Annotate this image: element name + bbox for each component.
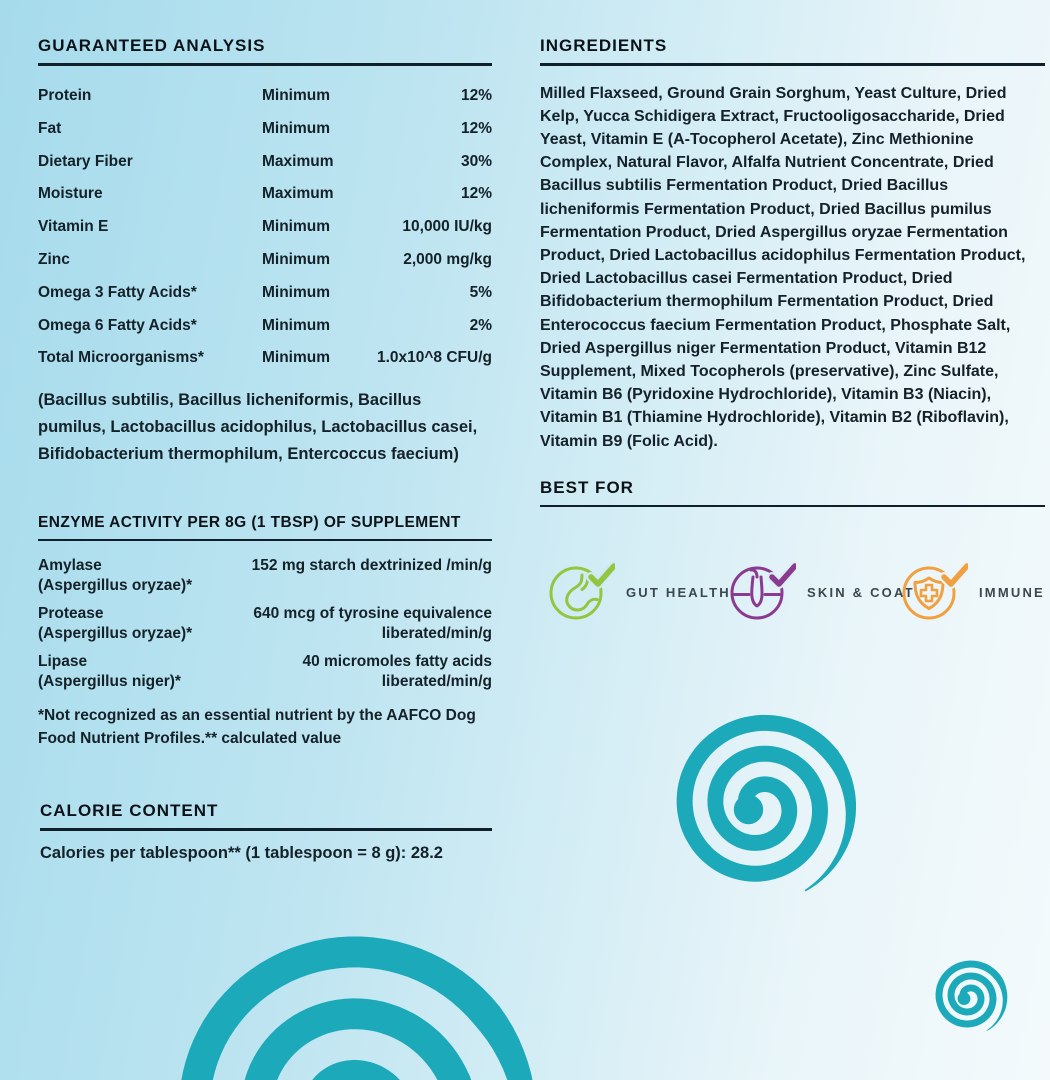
nutrient-basis: Minimum (262, 349, 331, 367)
shield-cross-icon (902, 560, 968, 624)
aafco-footnote: *Not recognized as an essential nutrient by the AAFCO Dog Food Nutrient Profiles.** calculated value (38, 707, 476, 747)
table-row (38, 80, 492, 113)
nutrient-value: 2% (469, 316, 492, 334)
table-row (38, 112, 492, 145)
enzyme-source: (Aspergillus niger)* (38, 672, 181, 690)
nutrient-value: 1.0x10^8 CFU/g (376, 349, 492, 367)
nutrient-name: Omega 6 Fatty Acids* (38, 316, 197, 334)
enzyme-value: 152 mg starch dextrinized /min/g (251, 557, 492, 575)
enzyme-activity-title: ENZYME ACTIVITY PER 8G (1 TBSP) OF SUPPLEMENT (38, 513, 461, 531)
badge-label: IMMUNE (979, 584, 1045, 600)
enzyme-value: 40 micromoles fatty acids liberated/min/g (302, 653, 492, 690)
calorie-content-title: CALORIE CONTENT (40, 801, 219, 821)
calorie-content-text: Calories per tablespoon** (1 tablespoon = 8 g): 28.2 (40, 843, 443, 862)
table-row (38, 276, 492, 309)
nutrient-name: Total Microorganisms* (38, 349, 204, 367)
table-row (38, 652, 492, 691)
guaranteed-analysis-section (38, 36, 492, 468)
ingredients-title: INGREDIENTS (540, 36, 668, 55)
enzyme-name (38, 652, 243, 691)
nutrient-basis: Minimum (262, 283, 331, 301)
nutrient-basis: Minimum (262, 119, 331, 137)
nutrient-name: Omega 3 Fatty Acids* (38, 283, 197, 301)
nutrient-name: Dietary Fiber (38, 152, 133, 170)
hair-follicle-icon (730, 560, 796, 624)
nutrient-name: Protein (38, 86, 92, 104)
nutrient-value: 10,000 IU/kg (402, 218, 492, 236)
best-for-section (540, 478, 1045, 508)
nutrient-name: Vitamin E (38, 218, 109, 236)
nutrient-value: 5% (469, 283, 492, 301)
table-row (38, 309, 492, 342)
table-row (38, 556, 492, 595)
nutrient-basis: Minimum (262, 86, 331, 104)
enzyme-source: (Aspergillus oryzae)* (38, 576, 193, 594)
spiral-decoration (135, 908, 555, 1080)
enzyme-source: (Aspergillus oryzae)* (38, 624, 193, 642)
title-rule (540, 63, 1045, 66)
enzyme-activity-rows (38, 556, 492, 691)
badge-label: GUT HEALTH (626, 584, 731, 600)
title-rule (38, 539, 492, 542)
table-row (38, 604, 492, 643)
spiral-decoration (652, 698, 868, 914)
badge-label: SKIN & COAT (807, 584, 915, 600)
nutrient-value: 30% (460, 152, 492, 170)
title-rule (540, 505, 1045, 508)
calorie-content-section (38, 801, 492, 863)
right-column (540, 36, 1045, 507)
enzyme-label: Protease (38, 605, 104, 623)
ingredients-section (540, 36, 1045, 453)
table-row (38, 244, 492, 277)
spiral-decoration (925, 953, 1013, 1041)
nutrient-value: 12% (460, 119, 492, 137)
ingredients-text: Milled Flaxseed, Ground Grain Sorghum, Yeast Culture, Dried Kelp, Yucca Schidigera Extract, Fructooligosaccharide, Dried Yeast, Vitamin E (A-Tocopherol Acetate), Zinc Methionine Complex, Natural Flavor, Alfalfa Nutrient Concentrate, Dried Bacillus subtilis Fermentation Product, Dried Bacillus licheniformis Fermentation Product, Dried Bacillus pumilus Fermentation Product, Dried Aspergillus oryzae Fermentation Product, Dried Lactobacillus acidophilus Fermentation Product, Dried Lactobacillus casei Fermentation Product, Dried Bifidobacterium thermophilum Fermentation Product, Dried Enterococcus faecium Fermentation Product, Phosphate Salt, Dried Aspergillus niger Fermentation Product, Vitamin B12 Supplement, Mixed Tocopherols (preservative), Zinc Sulfate, Vitamin B6 (Pyridoxine Hydrochloride), Vitamin B3 (Niacin), Vitamin B1 (Thiamine Hydrochloride), Vitamin B2 (Riboflavin), Vitamin B9 (Folic Acid). (540, 84, 1026, 450)
table-row (38, 145, 492, 178)
nutrient-basis: Maximum (262, 152, 334, 170)
nutrient-name: Fat (38, 119, 62, 137)
best-for-gut-health (549, 560, 731, 624)
best-for-immune (902, 560, 1045, 624)
guaranteed-analysis-rows (38, 80, 492, 375)
stomach-icon (549, 560, 615, 624)
guaranteed-analysis-title: GUARANTEED ANALYSIS (38, 36, 266, 55)
nutrient-value: 2,000 mg/kg (403, 250, 492, 268)
left-column (38, 36, 492, 863)
nutrient-name: Zinc (38, 250, 70, 268)
enzyme-value: 640 mcg of tyrosine equivalence liberated/min/g (253, 605, 492, 642)
nutrient-value: 12% (460, 185, 492, 203)
table-row (38, 342, 492, 375)
best-for-skin-coat (730, 560, 915, 624)
enzyme-name (38, 604, 243, 643)
table-row (38, 211, 492, 244)
best-for-title: BEST FOR (540, 477, 634, 497)
title-rule (38, 63, 492, 66)
nutrient-value: 12% (460, 86, 492, 104)
microorganisms-note: (Bacillus subtilis, Bacillus licheniformis, Bacillus pumilus, Lactobacillus acidophilus, Lactobacillus casei, Bifidobacterium thermophilum, Entercoccus faecium) (38, 390, 478, 463)
title-rule (40, 828, 492, 831)
nutrient-name: Moisture (38, 185, 103, 203)
nutrient-basis: Minimum (262, 250, 331, 268)
enzyme-label: Amylase (38, 557, 102, 575)
enzyme-label: Lipase (38, 653, 88, 671)
enzyme-name (38, 556, 243, 595)
nutrient-basis: Minimum (262, 316, 331, 334)
nutrient-basis: Maximum (262, 185, 334, 203)
table-row (38, 178, 492, 211)
nutrient-basis: Minimum (262, 218, 331, 236)
enzyme-activity-section (38, 514, 492, 751)
